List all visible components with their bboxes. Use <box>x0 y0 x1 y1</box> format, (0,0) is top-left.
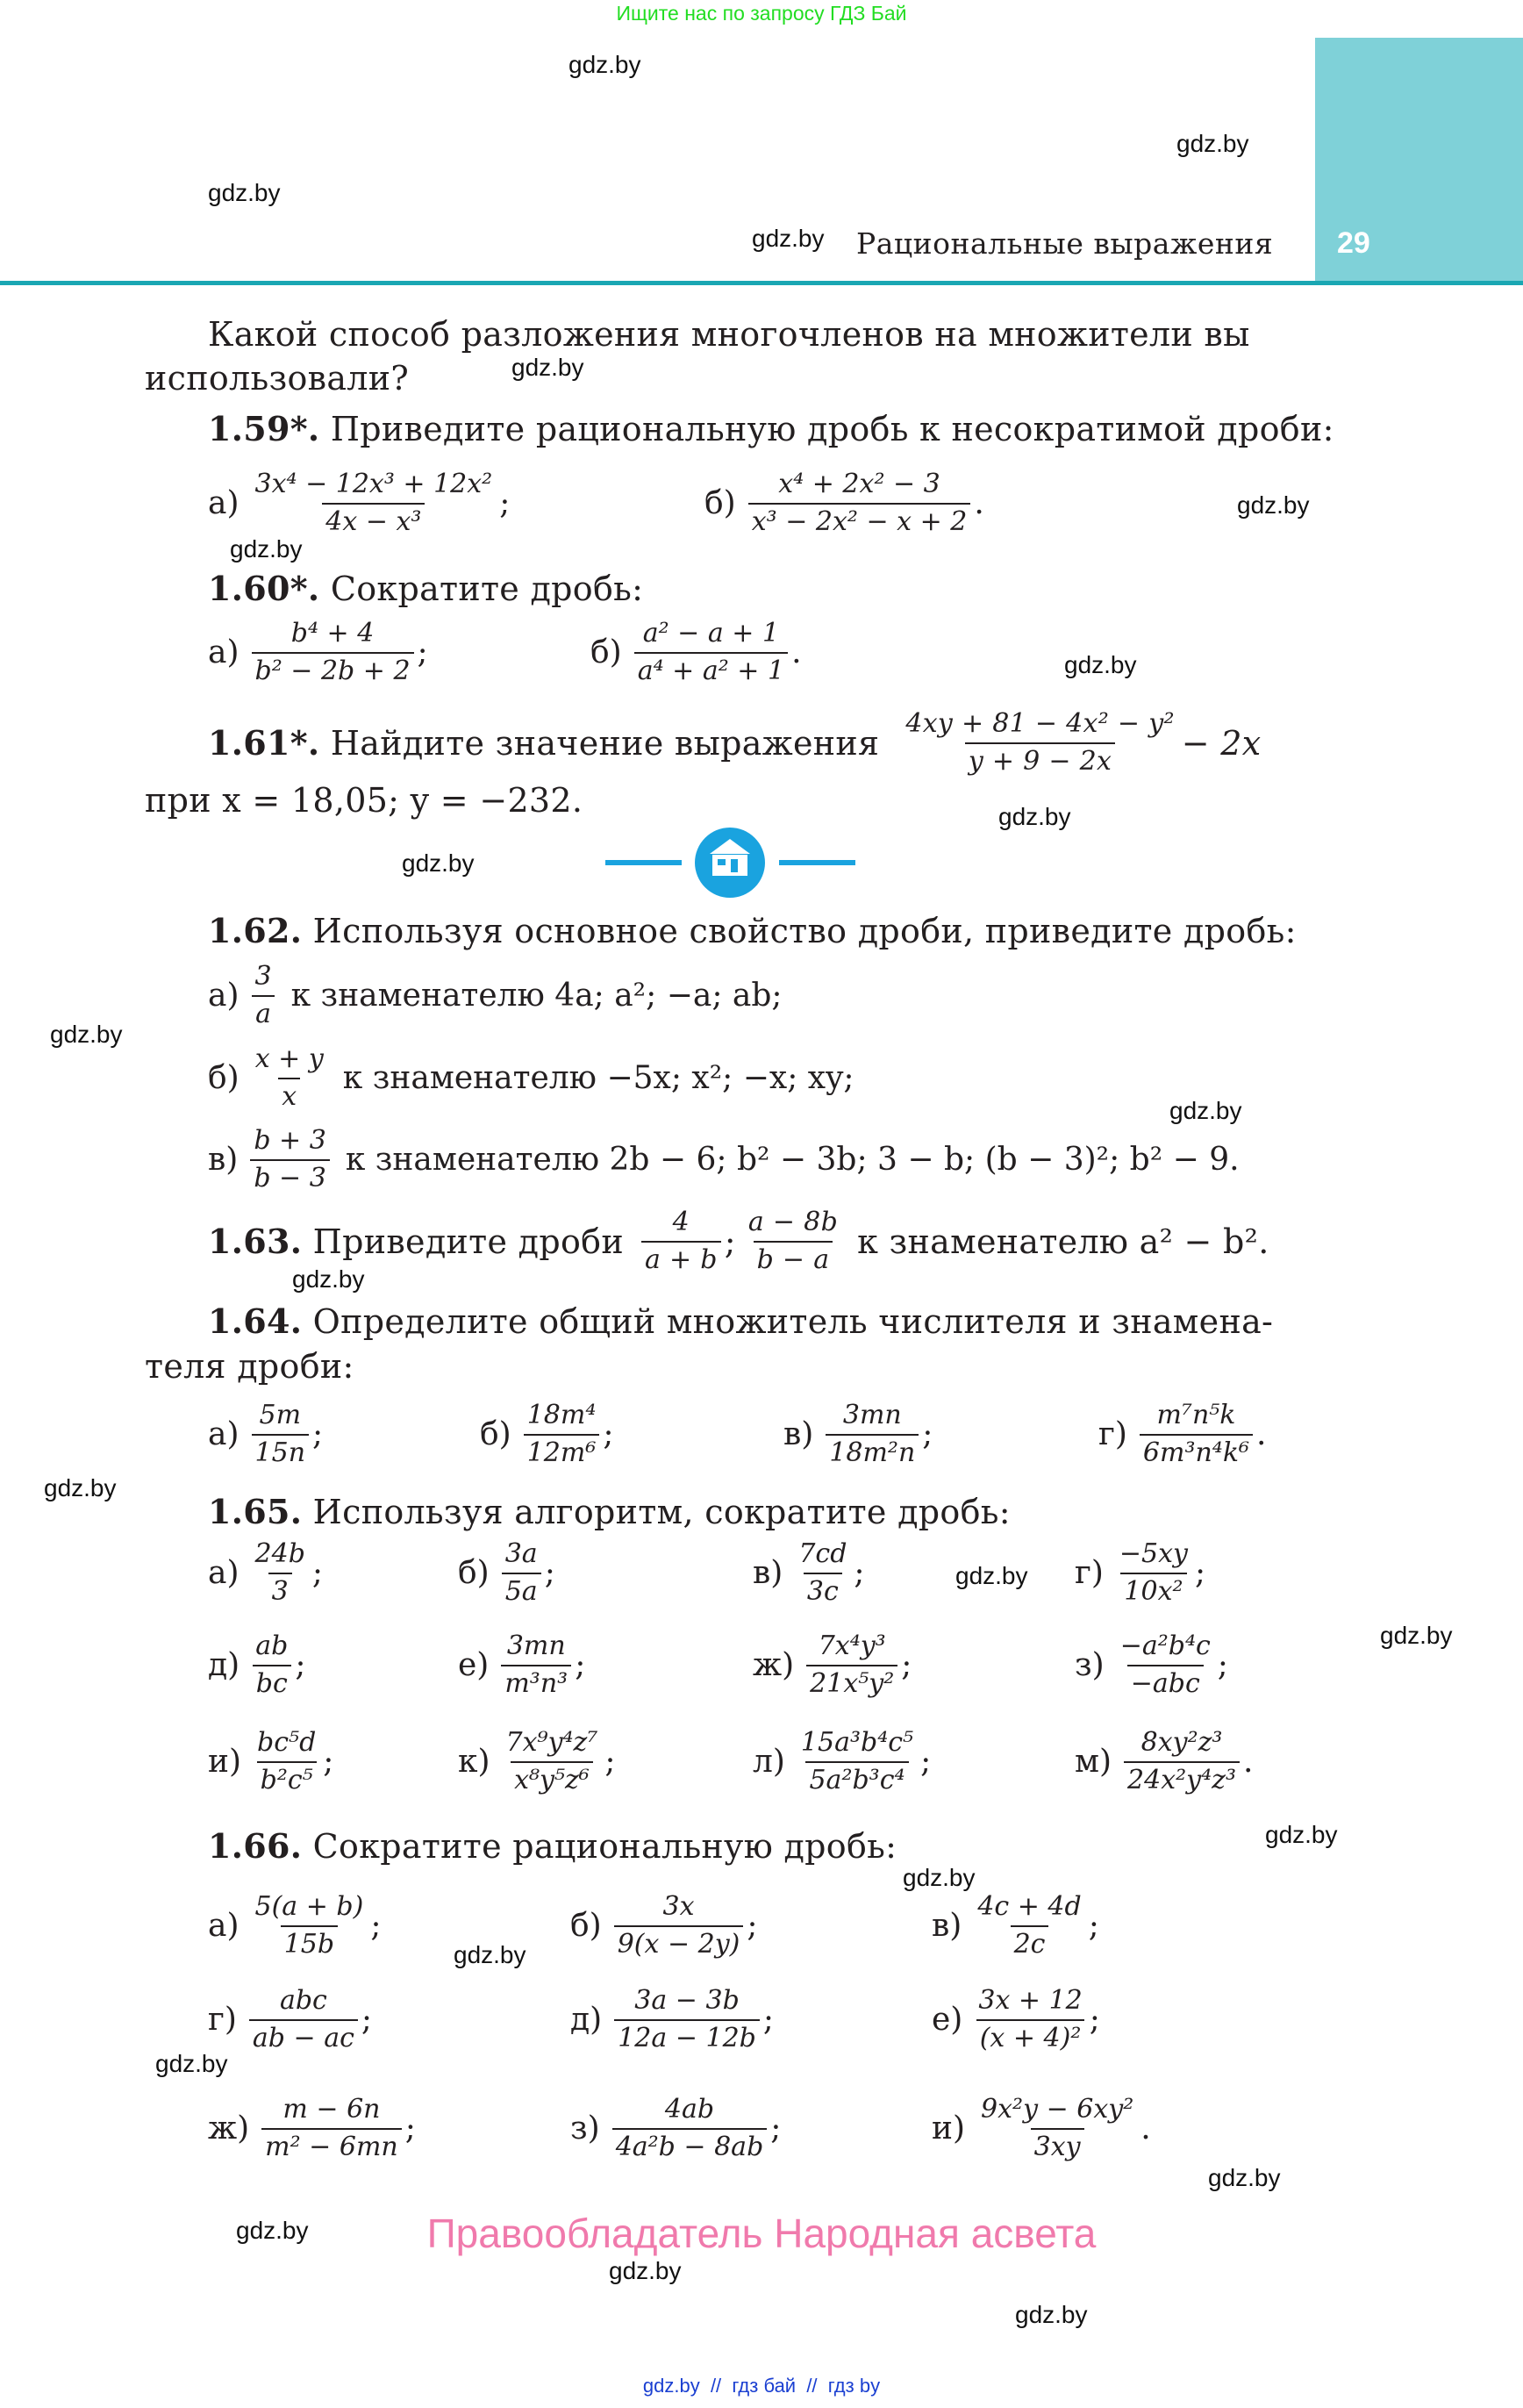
exercise-1-62-b <box>208 1044 854 1112</box>
footer-links: gdz.by // гдз бай // гдз by <box>642 2375 881 2397</box>
fraction <box>641 1208 721 1275</box>
denominator: 4a²b − 8ab <box>612 2128 768 2163</box>
watermark: gdz.by <box>1265 1821 1338 1848</box>
exercise-1-62-v <box>208 1126 1240 1193</box>
denominator: x <box>278 1078 300 1113</box>
item-label: д) <box>208 1647 240 1683</box>
numerator: 9x²y − 6xy² <box>981 2094 1134 2125</box>
denominator: m³n³ <box>501 1665 571 1700</box>
exercise-1-64-line2: теля дроби: <box>145 1347 354 1386</box>
fraction <box>254 1728 319 1795</box>
watermark: gdz.by <box>402 849 475 877</box>
item-end: . <box>974 485 984 521</box>
numerator: 5m <box>259 1400 302 1430</box>
denominator: 10x² <box>1120 1573 1186 1608</box>
numerator: 3x⁴ − 12x³ + 12x² <box>254 469 493 499</box>
item-label: а) <box>208 978 240 1014</box>
fraction <box>524 1401 600 1468</box>
item-label: а) <box>208 634 240 670</box>
denominator: a⁴ + a² + 1 <box>634 652 788 687</box>
exercise-1-65-g <box>1075 1539 1205 1607</box>
section-title: Рациональные выражения <box>856 226 1274 261</box>
denominator: 3c <box>804 1573 842 1608</box>
denominator: b² − 2b + 2 <box>252 652 414 687</box>
item-end: ; <box>1089 2002 1100 2038</box>
fraction <box>826 1401 919 1468</box>
watermark: gdz.by <box>955 1562 1028 1589</box>
item-end: ; <box>604 1744 616 1780</box>
numerator: 8xy²z³ <box>1140 1727 1223 1758</box>
item-label: в) <box>208 1142 239 1178</box>
fraction <box>1116 1539 1191 1607</box>
denominator: y + 9 − 2x <box>965 742 1115 778</box>
exercise-text: Определите общий множитель числителя и знамена- <box>312 1302 1274 1341</box>
denominator: 21x⁵y² <box>806 1665 897 1700</box>
exercise-1-65-m <box>1075 1728 1253 1795</box>
denominator: x³ − 2x² − x + 2 <box>748 503 971 538</box>
exercise-1-61 <box>208 709 1262 777</box>
fraction <box>250 1126 330 1193</box>
search-hint-banner: Ищите нас по запросу ГДЗ Бай <box>616 2 907 25</box>
watermark: gdz.by <box>454 1941 526 1968</box>
exercise-1-60-a <box>208 619 428 686</box>
page-number: 29 <box>1337 226 1370 260</box>
watermark: gdz.by <box>609 2257 682 2284</box>
denominator: 24x²y⁴z³ <box>1124 1761 1240 1796</box>
item-label: е) <box>458 1647 490 1683</box>
exercise-1-64 <box>208 1301 1274 1341</box>
expression-tail: − 2x <box>1181 723 1262 763</box>
item-end: ; <box>311 1555 324 1591</box>
exercise-number: 1.63. <box>208 1221 303 1261</box>
exercise-1-65-l <box>753 1728 931 1795</box>
exercise-1-64-g <box>1098 1401 1266 1468</box>
exercise-number: 1.59*. <box>208 409 320 448</box>
item-end: ; <box>544 1555 555 1591</box>
denominator: 15b <box>281 1925 338 1960</box>
exercise-1-66-d <box>570 1986 774 2053</box>
watermark: gdz.by <box>44 1474 117 1501</box>
item-label: а) <box>208 1908 240 1944</box>
numerator: 3mn <box>506 1630 566 1661</box>
exercise-text: Используя основное свойство дроби, приведите дробь: <box>312 912 1297 950</box>
exercise-text: Сократите рациональную дробь: <box>312 1827 897 1866</box>
exercise-1-65-a <box>208 1539 323 1607</box>
fraction <box>614 1892 744 1960</box>
item-label: з) <box>570 2111 600 2146</box>
item-label: л) <box>753 1744 785 1780</box>
exercise-text-tail: к знаменателю a² − b². <box>857 1222 1269 1261</box>
numerator: m⁷n⁵k <box>1156 1400 1236 1430</box>
item-end: ; <box>603 1416 614 1452</box>
numerator: ab <box>255 1630 289 1661</box>
fraction <box>614 1986 760 2053</box>
numerator: 3a <box>504 1538 538 1569</box>
item-end: ; <box>854 1555 865 1591</box>
item-label: г) <box>208 2002 237 2038</box>
item-label: б) <box>704 485 736 521</box>
homework-separator <box>605 828 855 898</box>
exercise-1-66-z <box>570 2095 781 2162</box>
fraction <box>795 1539 850 1607</box>
numerator: 7x⁹y⁴z⁷ <box>505 1727 598 1758</box>
exercise-number: 1.62. <box>208 911 303 950</box>
exercise-1-66-b <box>570 1892 758 1960</box>
item-end: ; <box>770 2111 782 2146</box>
fraction <box>252 1892 368 1960</box>
fraction <box>1124 1728 1240 1795</box>
item-end: ; <box>762 2002 775 2038</box>
item-label: в) <box>753 1555 783 1591</box>
numerator: 4ab <box>664 2094 715 2125</box>
item-label: з) <box>1075 1647 1105 1683</box>
fraction <box>252 469 497 537</box>
numerator: 24b <box>254 1538 305 1569</box>
item-end: ; <box>323 1744 334 1780</box>
fraction <box>249 1986 358 2053</box>
watermark: gdz.by <box>208 179 281 206</box>
numerator: m − 6n <box>282 2094 381 2125</box>
item-end: ; <box>312 1416 324 1452</box>
numerator: 3 <box>254 961 272 992</box>
numerator: a − 8b <box>747 1207 839 1237</box>
exercise-1-64-b <box>480 1401 614 1468</box>
numerator: 7cd <box>798 1538 847 1569</box>
fraction <box>977 2095 1137 2162</box>
item-label: в) <box>932 1908 962 1944</box>
denominator: a + b <box>641 1241 721 1276</box>
fraction <box>252 619 414 686</box>
denominator: x⁸y⁵z⁶ <box>511 1761 593 1796</box>
separator-line <box>779 860 855 865</box>
exercise-text: Приведите рациональную дробь к несократимой дроби: <box>330 410 1334 448</box>
watermark: gdz.by <box>1380 1622 1453 1649</box>
watermark: gdz.by <box>1015 2301 1088 2328</box>
numerator: 4 <box>672 1207 690 1237</box>
exercise-1-62-a <box>208 962 783 1029</box>
exercise-1-66-a <box>208 1892 381 1960</box>
item-label: в) <box>783 1416 814 1452</box>
watermark: gdz.by <box>230 535 303 563</box>
fraction <box>974 1892 1084 1960</box>
exercise-1-63: 1.63. Приведите дроби $\frac{4}{a + b}$ ; $\frac{a - 8b}{b - a}$ к знаменателю a² − b². <box>208 1207 1269 1275</box>
exercise-text: Сократите дробь: <box>330 570 644 608</box>
numerator: abc <box>279 1985 327 2016</box>
item-end: . <box>1242 1744 1254 1780</box>
item-label: а) <box>208 1416 240 1452</box>
copyright-notice: Правообладатель Народная асвета <box>426 2211 1097 2256</box>
numerator: x⁴ + 2x² − 3 <box>778 469 940 499</box>
watermark: gdz.by <box>236 2217 309 2244</box>
watermark: gdz.by <box>1237 491 1310 519</box>
item-end: ; <box>404 2111 416 2146</box>
numerator: 7x⁴y³ <box>818 1630 886 1661</box>
exercise-number: 1.65. <box>208 1492 303 1531</box>
exercise-text: Найдите значение выражения <box>330 723 880 763</box>
fraction <box>634 619 788 686</box>
denominator: 5a <box>502 1573 541 1608</box>
watermark: gdz.by <box>511 354 584 381</box>
exercise-1-66 <box>208 1826 897 1866</box>
item-end: ; <box>901 1647 912 1683</box>
item-label: и) <box>208 1744 242 1780</box>
item-end: ; <box>575 1647 586 1683</box>
fraction <box>902 709 1177 777</box>
denominator: 12m⁶ <box>524 1434 600 1469</box>
denominator: 12a − 12b <box>614 2019 760 2054</box>
exercise-text: Используя алгоритм, сократите дробь: <box>312 1493 1011 1531</box>
home-icon <box>695 828 765 898</box>
intro-line-2: использовали? <box>145 359 410 398</box>
header-rule <box>0 281 1523 285</box>
item-label: к) <box>458 1744 490 1780</box>
exercise-1-66-v <box>932 1892 1099 1960</box>
fraction <box>612 2095 768 2162</box>
exercise-1-65-e <box>458 1631 585 1699</box>
item-label: и) <box>932 2111 966 2146</box>
fraction <box>252 1044 327 1112</box>
fraction <box>806 1631 897 1699</box>
exercise-1-59 <box>208 409 1334 448</box>
exercise-1-65-z <box>1075 1631 1228 1699</box>
exercise-1-60 <box>208 569 644 608</box>
exercise-1-66-g <box>208 1986 372 2053</box>
item-end: ; <box>295 1647 306 1683</box>
item-label: м) <box>1075 1744 1112 1780</box>
intro-line-1: Какой способ разложения многочленов на множители вы <box>208 315 1250 354</box>
watermark: gdz.by <box>1208 2164 1281 2191</box>
denominator: 5a²b³c⁴ <box>805 1761 908 1796</box>
numerator: −5xy <box>1119 1538 1188 1569</box>
fraction <box>252 1631 291 1699</box>
item-end: . <box>791 634 802 670</box>
denominator: bc <box>253 1665 291 1700</box>
denominator: (x + 4)² <box>976 2019 1085 2054</box>
item-label: ж) <box>208 2111 250 2146</box>
watermark: gdz.by <box>1064 651 1137 678</box>
item-end: ; <box>1217 1647 1228 1683</box>
exercise-number: 1.60*. <box>208 569 320 608</box>
exercise-1-64-a <box>208 1401 323 1468</box>
item-end: ; <box>417 634 428 670</box>
fraction <box>261 2095 402 2162</box>
denominator: ab − ac <box>249 2019 358 2054</box>
item-label: б) <box>480 1416 511 1452</box>
exercise-1-59-b <box>704 469 984 537</box>
watermark: gdz.by <box>292 1265 365 1293</box>
watermark: gdz.by <box>998 803 1071 830</box>
denominator: 3xy <box>1031 2128 1084 2163</box>
watermark: gdz.by <box>752 225 825 252</box>
exercise-1-61-values: при x = 18,05; y = −232. <box>145 781 583 820</box>
denominator: −abc <box>1127 1665 1204 1700</box>
numerator: 3a − 3b <box>634 1985 740 2016</box>
item-end: ; <box>920 1744 932 1780</box>
item-label: а) <box>208 1555 240 1591</box>
fraction <box>745 1208 841 1275</box>
numerator: bc⁵d <box>257 1727 317 1758</box>
exercise-1-65 <box>208 1492 1011 1531</box>
separator-line <box>605 860 682 865</box>
exercise-number: 1.64. <box>208 1301 303 1341</box>
numerator: 4c + 4d <box>977 1891 1082 1922</box>
item-end: . <box>1256 1416 1267 1452</box>
denominator: 6m³n⁴k⁶ <box>1140 1434 1253 1469</box>
numerator: 15a³b⁴c⁵ <box>800 1727 914 1758</box>
item-text: к знаменателю 2b − 6; b² − 3b; 3 − b; (b − 3)²; b² − 9. <box>345 1142 1240 1178</box>
fraction <box>1140 1401 1253 1468</box>
item-end: ; <box>747 1908 758 1944</box>
item-text: к знаменателю 4a; a²; −a; ab; <box>290 978 783 1014</box>
exercise-1-65-zh <box>753 1631 912 1699</box>
denominator: b²c⁵ <box>257 1761 317 1796</box>
fraction <box>501 1631 571 1699</box>
exercise-number: 1.61*. <box>208 722 320 763</box>
item-end: . <box>1140 2111 1151 2146</box>
fraction <box>797 1728 917 1795</box>
exercise-1-65-d <box>208 1631 305 1699</box>
item-label: б) <box>458 1555 490 1591</box>
numerator: b + 3 <box>254 1125 326 1156</box>
exercise-1-65-i <box>208 1728 333 1795</box>
numerator: 18m⁴ <box>526 1400 597 1430</box>
watermark: gdz.by <box>1176 130 1249 157</box>
denominator: 4x − x³ <box>322 503 425 538</box>
denominator: m² − 6mn <box>261 2128 402 2163</box>
numerator: b⁴ + 4 <box>290 618 375 649</box>
numerator: 4xy + 81 − 4x² − y² <box>905 708 1175 739</box>
numerator: 3x <box>662 1891 695 1922</box>
exercise-text: Приведите дроби <box>312 1222 624 1261</box>
watermark: gdz.by <box>903 1864 976 1891</box>
exercise-1-62 <box>208 911 1297 950</box>
exercise-1-59-a <box>208 469 510 537</box>
fraction <box>252 962 275 1029</box>
item-end: ; <box>499 485 511 521</box>
denominator: 15n <box>252 1434 310 1469</box>
exercise-1-65-b <box>458 1539 555 1607</box>
fraction <box>975 1986 1085 2053</box>
denominator: 2c <box>1011 1925 1049 1960</box>
item-label: д) <box>570 2002 603 2038</box>
exercise-1-64-v <box>783 1401 933 1468</box>
numerator: 3mn <box>842 1400 902 1430</box>
item-label: е) <box>932 2002 963 2038</box>
item-end: ; <box>922 1416 933 1452</box>
exercise-1-60-b <box>590 619 802 686</box>
item-text: к знаменателю −5x; x²; −x; xy; <box>342 1060 854 1096</box>
numerator: −a²b⁴c <box>1119 1630 1211 1661</box>
item-label: г) <box>1075 1555 1104 1591</box>
exercise-1-66-i <box>932 2095 1151 2162</box>
fraction <box>502 1539 541 1607</box>
numerator: x + y <box>254 1043 324 1074</box>
item-label: ж) <box>753 1647 795 1683</box>
item-label: б) <box>590 634 622 670</box>
fraction <box>252 1401 310 1468</box>
numerator: 3x + 12 <box>978 1985 1083 2016</box>
item-label: г) <box>1098 1416 1127 1452</box>
numerator: 5(a + b) <box>254 1891 364 1922</box>
denominator: a <box>252 995 275 1030</box>
fraction <box>503 1728 602 1795</box>
exercise-1-65-k <box>458 1728 616 1795</box>
item-end: ; <box>370 1908 382 1944</box>
numerator: a² − a + 1 <box>642 618 780 649</box>
denominator: 3 <box>268 1573 292 1608</box>
fraction <box>252 1539 309 1607</box>
item-label: б) <box>208 1060 240 1096</box>
exercise-1-66-e <box>932 1986 1100 2053</box>
exercise-1-65-v <box>753 1539 865 1607</box>
watermark: gdz.by <box>155 2050 228 2077</box>
watermark: gdz.by <box>50 1021 123 1048</box>
exercise-1-66-zh <box>208 2095 416 2162</box>
denominator: 18m²n <box>826 1434 919 1469</box>
item-end: ; <box>1195 1555 1206 1591</box>
fraction <box>748 469 971 537</box>
denominator: b − a <box>754 1241 833 1276</box>
item-end: ; <box>1088 1908 1099 1944</box>
watermark: gdz.by <box>1169 1097 1242 1124</box>
denominator: b − 3 <box>250 1159 330 1194</box>
exercise-number: 1.66. <box>208 1826 303 1866</box>
item-label: б) <box>570 1908 602 1944</box>
fraction <box>1117 1631 1214 1699</box>
item-end: ; <box>361 2002 373 2038</box>
watermark: gdz.by <box>568 51 641 78</box>
denominator: 9(x − 2y) <box>614 1925 744 1960</box>
item-label: а) <box>208 485 240 521</box>
